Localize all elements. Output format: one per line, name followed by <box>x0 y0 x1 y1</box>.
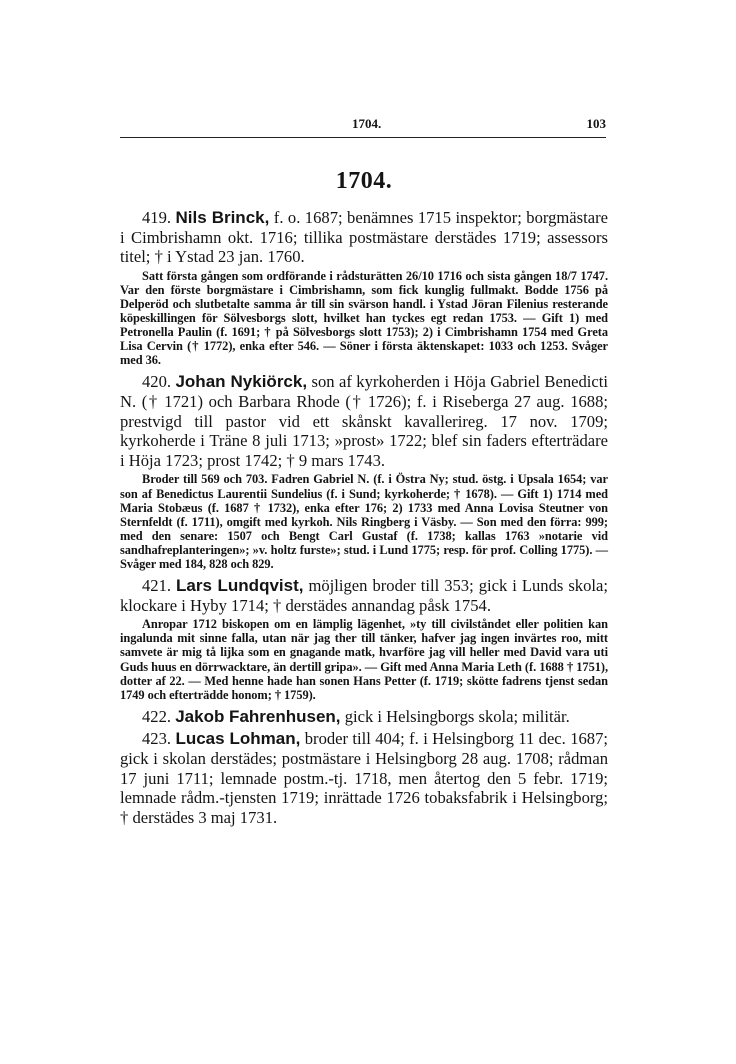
page-body <box>120 208 608 827</box>
entry-note: Satt första gången som ordförande i rådsturätten 26/10 1716 och sista gången 18/7 1747. Var den förste borgmästare i Cimbrishamn, som fick kunglig fullmakt. Bodde 1756 på Delperöd och slutbetalte samma år till sin svärson handl. i Ystad Jöran Filenius resterande köpeskillingen för Sölvesborgs slott, hvilket han tyckes egt redan 1753. — Gift 1) med Petronella Paulin (f. 1691; † på Sölvesborgs slott 1753); 2) i Cimbrishamn 1754 med Greta Lisa Cervin († 1772), enka efter 546. — Söner i första äktenskapet: 1033 och 1253. Svåger med 36. <box>120 268 608 368</box>
running-header <box>120 116 608 136</box>
entry-422 <box>120 707 608 727</box>
header-year: 1704. <box>352 116 382 131</box>
entry-number: 422. <box>142 706 172 726</box>
entry-text: f. o. 1687; benämnes 1715 inspektor; borgmästare i Cimbrishamn okt. 1716; tillika postmästare derstädes 1719; assessors titel; † i Ystad 23 jan. 1760. <box>120 208 608 267</box>
entry-number: 423. <box>142 729 172 749</box>
entry-420 <box>120 372 608 571</box>
entry-note: Broder till 569 och 703. Fadren Gabriel N. (f. i Östra Ny; stud. östg. i Upsala 1654; var son af Benedictus Laurentii Sundelius (f. i Sund; kyrkoherde; † 1678). — Gift 1) 1714 med Maria Stobæus (f. 1687 † 1732), enka efter 176; 2) 1733 med Anna Lovisa Steutner von Sternfeldt (f. 1711), omgift med kyrkoh. Nils Ringberg i Väsby. — Son med den förra: 999; med den senare: 1507 och Bengt Carl Gustaf (f. 1738; kallas 1763 »notarie vid sandhafreplanteringen»; »v. holtz furste»; stud. i Lund 1775; resp. för prof. Colling 1775). — Svåger med 184, 828 och 829. <box>120 472 608 571</box>
entry-423 <box>120 729 608 827</box>
entry-text: möjligen broder till 353; gick i Lunds skola; klockare i Hyby 1714; † derstädes annandag påsk 1754. <box>120 576 608 615</box>
page-number: 103 <box>586 116 606 131</box>
entry-text: son af kyrkoherden i Höja Gabriel Benedicti N. († 1721) och Barbara Rhode († 1726); f. i Riseberga 27 aug. 1688; prestvigd till pastor vid ett skånskt kavallerireg. 17 nov. 1709; kyrkoherde i Träne 8 juli 1713; »prost» 1722; blef sin faders efterträdare i Höja 1723; prost 1742; † 9 mars 1743. <box>120 372 609 470</box>
entry-number: 420. <box>142 372 172 392</box>
entry-name: Lars Lundqvist, <box>176 576 304 596</box>
entry-421 <box>120 576 608 702</box>
section-title: 1704. <box>335 168 393 194</box>
entry-419 <box>120 208 608 367</box>
entry-text: broder till 404; f. i Helsingborg 11 dec. 1687; gick i skolan derstädes; postmästare i Helsingborg 28 aug. 1708; rådman 17 juni 1711; lemnade postm.-tj. 1718, men återtog den 5 febr. 1719; lemnade rådm.-tjensten 1719; inrättade 1726 tobaksfabrik i Helsingborg; † derstädes 3 maj 1731. <box>120 729 609 827</box>
entry-name: Jakob Fahrenhusen, <box>175 706 341 726</box>
entry-note: Anropar 1712 biskopen om en lämplig lägenhet, »ty till civilståndet eller politien kan ingalunda mit sinne falla, utan när jag ther till tänker, hafver jag ingen invärtes roo, mitt samvete är mig tå lijka som en gnagande matk, hvarföre jag vill heller med David vara uti Guds huus en dörrwacktare, än dertill gripa». — Gift med Anna Maria Leth (f. 1688 † 1751), dotter af 22. — Med henne hade han sonen Hans Petter (f. 1719; skötte fadrens tjenst sedan 1749 och efterträdde honom; † 1759). <box>120 617 608 702</box>
entry-name: Johan Nykiörck, <box>175 372 308 392</box>
entry-text: gick i Helsingborgs skola; militär. <box>344 706 570 726</box>
entry-name: Nils Brinck, <box>175 208 270 227</box>
header-rule <box>120 137 606 138</box>
entry-name: Lucas Lohman, <box>175 729 301 749</box>
entry-number: 419. <box>142 208 172 227</box>
entry-number: 421. <box>142 576 172 596</box>
